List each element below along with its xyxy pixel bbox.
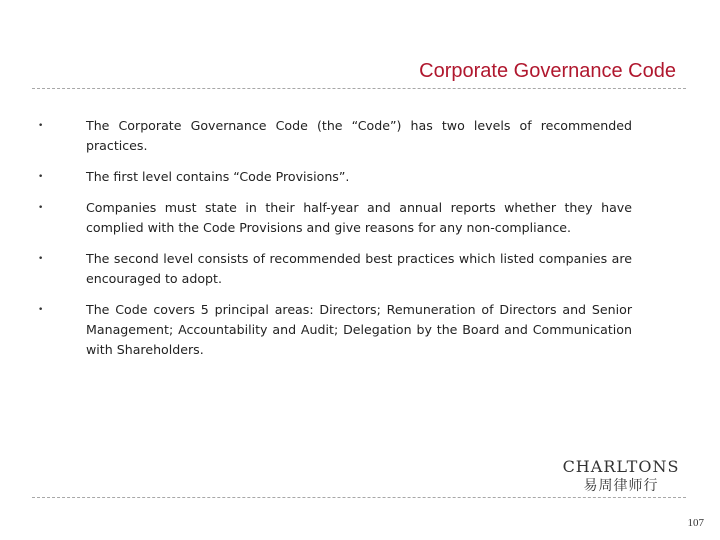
bottom-divider xyxy=(32,497,686,498)
bullet-item xyxy=(38,167,632,187)
bullet-dot: • xyxy=(38,203,44,213)
bullet-item xyxy=(38,198,632,238)
bullet-item xyxy=(38,249,632,289)
bullet-text: The second level consists of recommended best practices which listed companies are encouraged to adopt. xyxy=(86,251,632,286)
logo-name-en: CHARLTONS xyxy=(562,457,680,476)
charltons-logo xyxy=(560,457,682,495)
bullet-text: The Corporate Governance Code (the “Code”) has two levels of recommended practices. xyxy=(86,118,632,153)
bullet-dot: • xyxy=(38,305,44,315)
slide-title: Corporate Governance Code xyxy=(419,60,676,82)
bullet-text: The Code covers 5 principal areas: Directors; Remuneration of Directors and Senior Management; Accountability and Audit; Delegation by the Board and Communication with Shareholders. xyxy=(86,302,632,357)
bullet-text: Companies must state in their half-year and annual reports whether they have complied with the Code Provisions and give reasons for any non-compliance. xyxy=(86,200,632,235)
logo-name-zh: 易周律师行 xyxy=(583,478,659,494)
bullet-dot: • xyxy=(38,172,44,182)
bullet-item xyxy=(38,116,632,156)
bullet-list xyxy=(38,116,632,371)
bullet-dot: • xyxy=(38,254,44,264)
top-divider xyxy=(32,88,686,89)
bullet-text: The first level contains “Code Provisions”. xyxy=(86,169,350,184)
bullet-item xyxy=(38,300,632,360)
page-number: 107 xyxy=(687,517,704,529)
bullet-dot: • xyxy=(38,121,44,131)
